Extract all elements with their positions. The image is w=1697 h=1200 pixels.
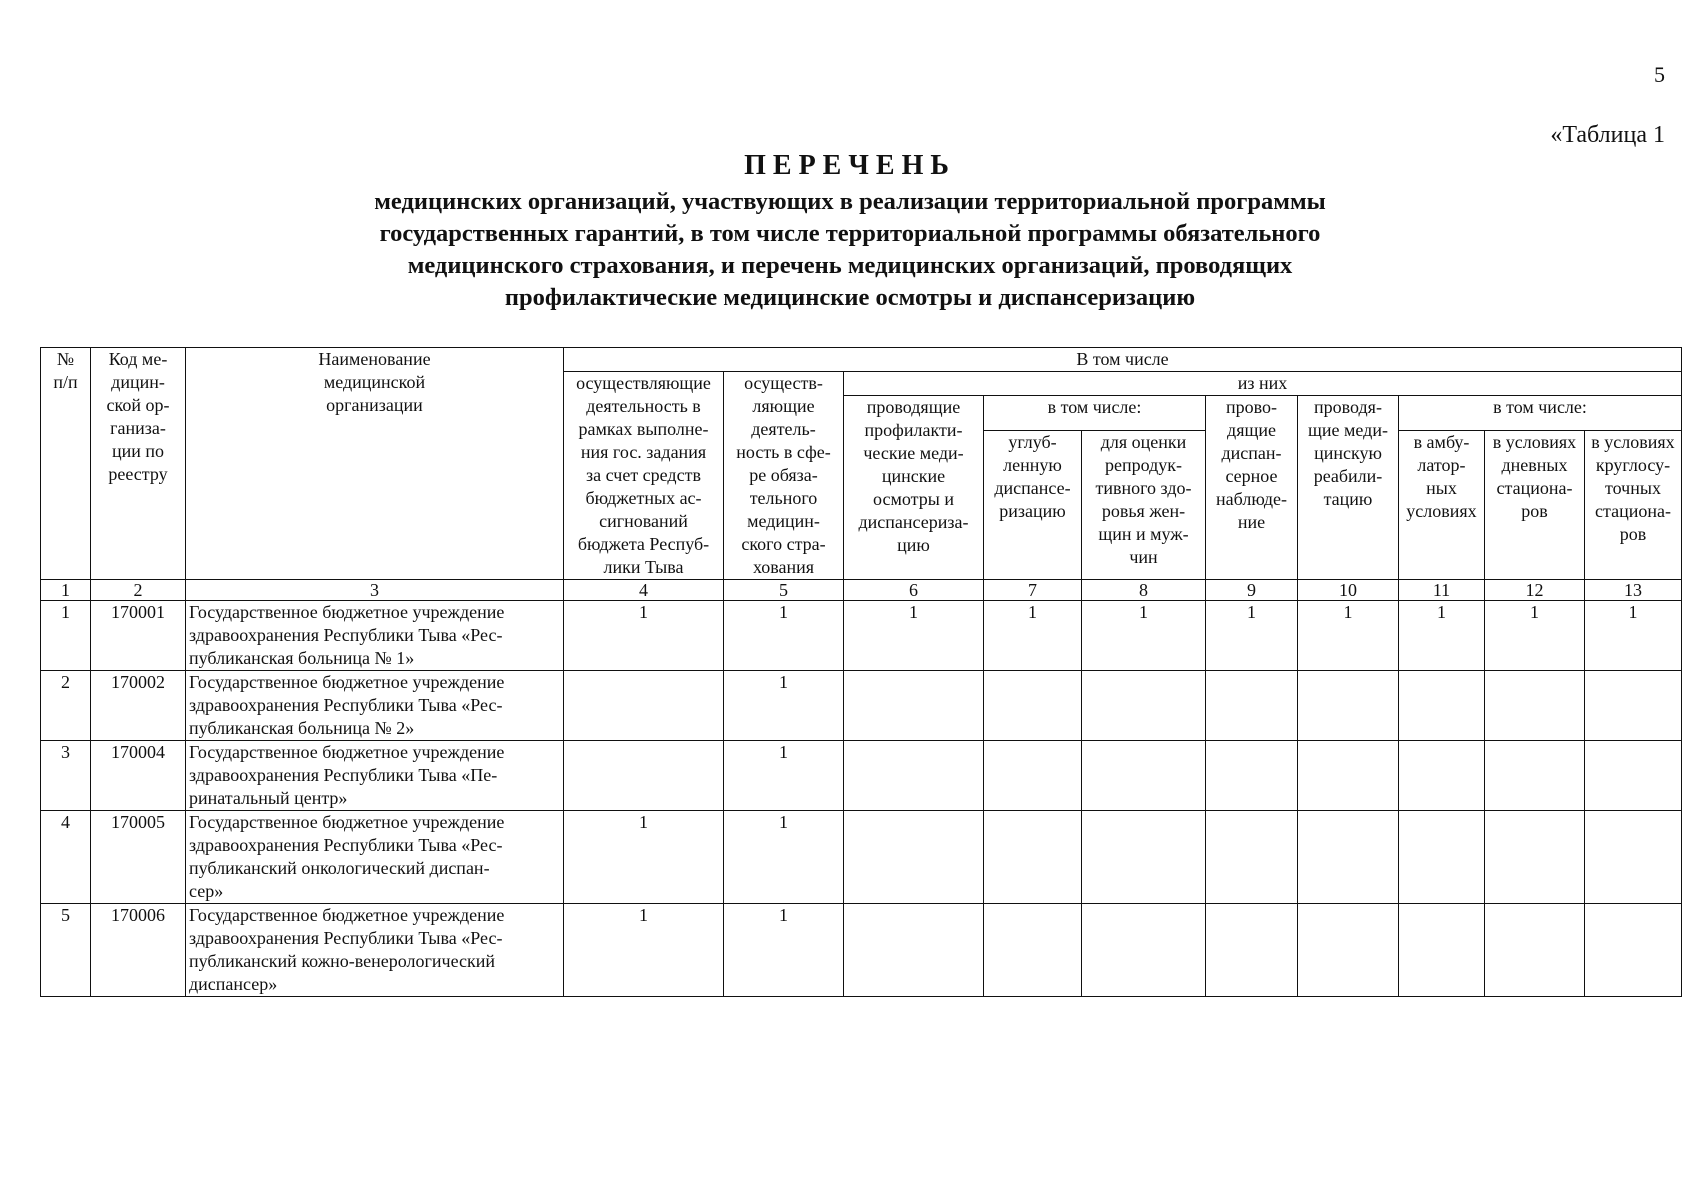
header-row-1 (41, 348, 1682, 372)
column-number: 6 (844, 580, 984, 601)
column-number: 9 (1206, 580, 1298, 601)
table-row (41, 741, 1682, 811)
row-cell: 1 (1082, 601, 1206, 671)
row-cell (1585, 671, 1682, 741)
document-title: ПЕРЕЧЕНЬ (744, 150, 956, 181)
row-cell (1298, 671, 1399, 741)
column-number: 4 (564, 580, 724, 601)
header-name: Наименование медицинской организации (186, 348, 564, 580)
row-cell (1399, 741, 1485, 811)
row-number: 2 (41, 671, 91, 741)
row-cell: 1 (1298, 601, 1399, 671)
row-cell: 1 (724, 741, 844, 811)
document-heading (300, 150, 1400, 314)
row-cell (1082, 904, 1206, 997)
row-code: 170005 (91, 811, 186, 904)
row-cell (1298, 904, 1399, 997)
row-cell (984, 904, 1082, 997)
row-code: 170004 (91, 741, 186, 811)
header-col9: прово- дящие диспан- серное наблюде- ние (1206, 396, 1298, 580)
row-cell (1399, 904, 1485, 997)
row-cell (1206, 671, 1298, 741)
column-number: 12 (1485, 580, 1585, 601)
header-col11: в амбу- латор- ных условиях (1399, 430, 1485, 580)
row-cell (844, 741, 984, 811)
row-cell: 1 (984, 601, 1082, 671)
header-col13: в условиях круглосу- точных стациона- ров (1585, 430, 1682, 580)
row-cell (564, 741, 724, 811)
header-col8: для оценки репродук- тивного здо- ровья жен- щин и муж- чин (1082, 430, 1206, 580)
row-cell: 1 (724, 904, 844, 997)
row-cell: 1 (564, 811, 724, 904)
row-cell (564, 671, 724, 741)
row-code: 170001 (91, 601, 186, 671)
row-cell (1585, 904, 1682, 997)
header-col5: осуществ- ляющие деятель- ность в сфе- ре обяза- тельного медицин- ского стра- хования (724, 372, 844, 580)
row-code: 170006 (91, 904, 186, 997)
row-cell: 1 (1585, 601, 1682, 671)
row-cell: 1 (724, 811, 844, 904)
row-org-name: Государственное бюджетное учреждение здравоохранения Республики Тыва «Пе- ринатальный центр» (186, 741, 564, 811)
row-org-name: Государственное бюджетное учреждение здравоохранения Республики Тыва «Рес- публиканский онкологический диспан- сер» (186, 811, 564, 904)
row-cell: 1 (564, 904, 724, 997)
row-number: 4 (41, 811, 91, 904)
row-cell: 1 (1399, 601, 1485, 671)
header-of-them: из них (844, 372, 1682, 396)
row-cell (1485, 904, 1585, 997)
column-number: 7 (984, 580, 1082, 601)
row-code: 170002 (91, 671, 186, 741)
header-col4: осуществляющие деятельность в рамках выполне- ния гос. задания за счет средств бюджетных ас- сигнований бюджета Респуб- лики Тыва (564, 372, 724, 580)
row-cell: 1 (1206, 601, 1298, 671)
column-number: 13 (1585, 580, 1682, 601)
row-cell (1485, 671, 1585, 741)
column-number: 11 (1399, 580, 1485, 601)
table-row (41, 601, 1682, 671)
column-number: 10 (1298, 580, 1399, 601)
row-number: 5 (41, 904, 91, 997)
row-cell (1399, 811, 1485, 904)
row-cell: 1 (564, 601, 724, 671)
column-number-row (41, 580, 1682, 601)
page-number: 5 (1654, 62, 1665, 87)
row-org-name: Государственное бюджетное учреждение здравоохранения Республики Тыва «Рес- публиканская больница № 2» (186, 671, 564, 741)
header-col7: углуб- ленную диспансе- ризацию (984, 430, 1082, 580)
row-cell (1206, 741, 1298, 811)
header-col10: проводя- щие меди- цинскую реабили- тацию (1298, 396, 1399, 580)
row-cell (1585, 741, 1682, 811)
column-number: 5 (724, 580, 844, 601)
header-col12: в условиях дневных стациона- ров (1485, 430, 1585, 580)
row-cell (1399, 671, 1485, 741)
table-row (41, 811, 1682, 904)
document-subtitle: медицинских организаций, участвующих в реализации территориальной программы государственных гарантий, в том числе территориальной программы обязательного медицинского страхования, и перечень медицинских организаций, проводящих профилактические медицинские осмотры и диспансеризацию (374, 188, 1326, 311)
row-org-name: Государственное бюджетное учреждение здравоохранения Республики Тыва «Рес- публиканская больница № 1» (186, 601, 564, 671)
row-cell (844, 811, 984, 904)
header-col6: проводящие профилакти- ческие меди- цинские осмотры и диспансериза- цию (844, 396, 984, 580)
row-cell: 1 (1485, 601, 1585, 671)
table-row (41, 671, 1682, 741)
row-cell (1298, 741, 1399, 811)
row-cell (1298, 811, 1399, 904)
row-cell: 1 (724, 601, 844, 671)
column-number: 2 (91, 580, 186, 601)
row-cell (984, 811, 1082, 904)
header-incl-sub: в том числе: (984, 396, 1206, 431)
row-cell (1585, 811, 1682, 904)
column-number: 1 (41, 580, 91, 601)
column-number: 3 (186, 580, 564, 601)
table-label: «Таблица 1 (1550, 122, 1665, 148)
row-number: 1 (41, 601, 91, 671)
row-cell (1082, 811, 1206, 904)
row-cell (1485, 741, 1585, 811)
row-cell (844, 671, 984, 741)
column-number: 8 (1082, 580, 1206, 601)
row-cell (984, 671, 1082, 741)
row-cell (1082, 671, 1206, 741)
row-cell (1485, 811, 1585, 904)
header-num: № п/п (41, 348, 91, 580)
row-cell (1206, 811, 1298, 904)
row-org-name: Государственное бюджетное учреждение здравоохранения Республики Тыва «Рес- публиканский кожно-венерологический диспансер» (186, 904, 564, 997)
row-cell: 1 (844, 601, 984, 671)
row-number: 3 (41, 741, 91, 811)
row-cell (1206, 904, 1298, 997)
row-cell (984, 741, 1082, 811)
header-incl-sub2: в том числе: (1399, 396, 1682, 431)
row-cell: 1 (724, 671, 844, 741)
header-code: Код ме- дицин- ской ор- ганиза- ции по реестру (91, 348, 186, 580)
row-cell (844, 904, 984, 997)
row-cell (1082, 741, 1206, 811)
table-row (41, 904, 1682, 997)
header-including: В том числе (564, 348, 1682, 372)
organizations-table (40, 347, 1682, 997)
